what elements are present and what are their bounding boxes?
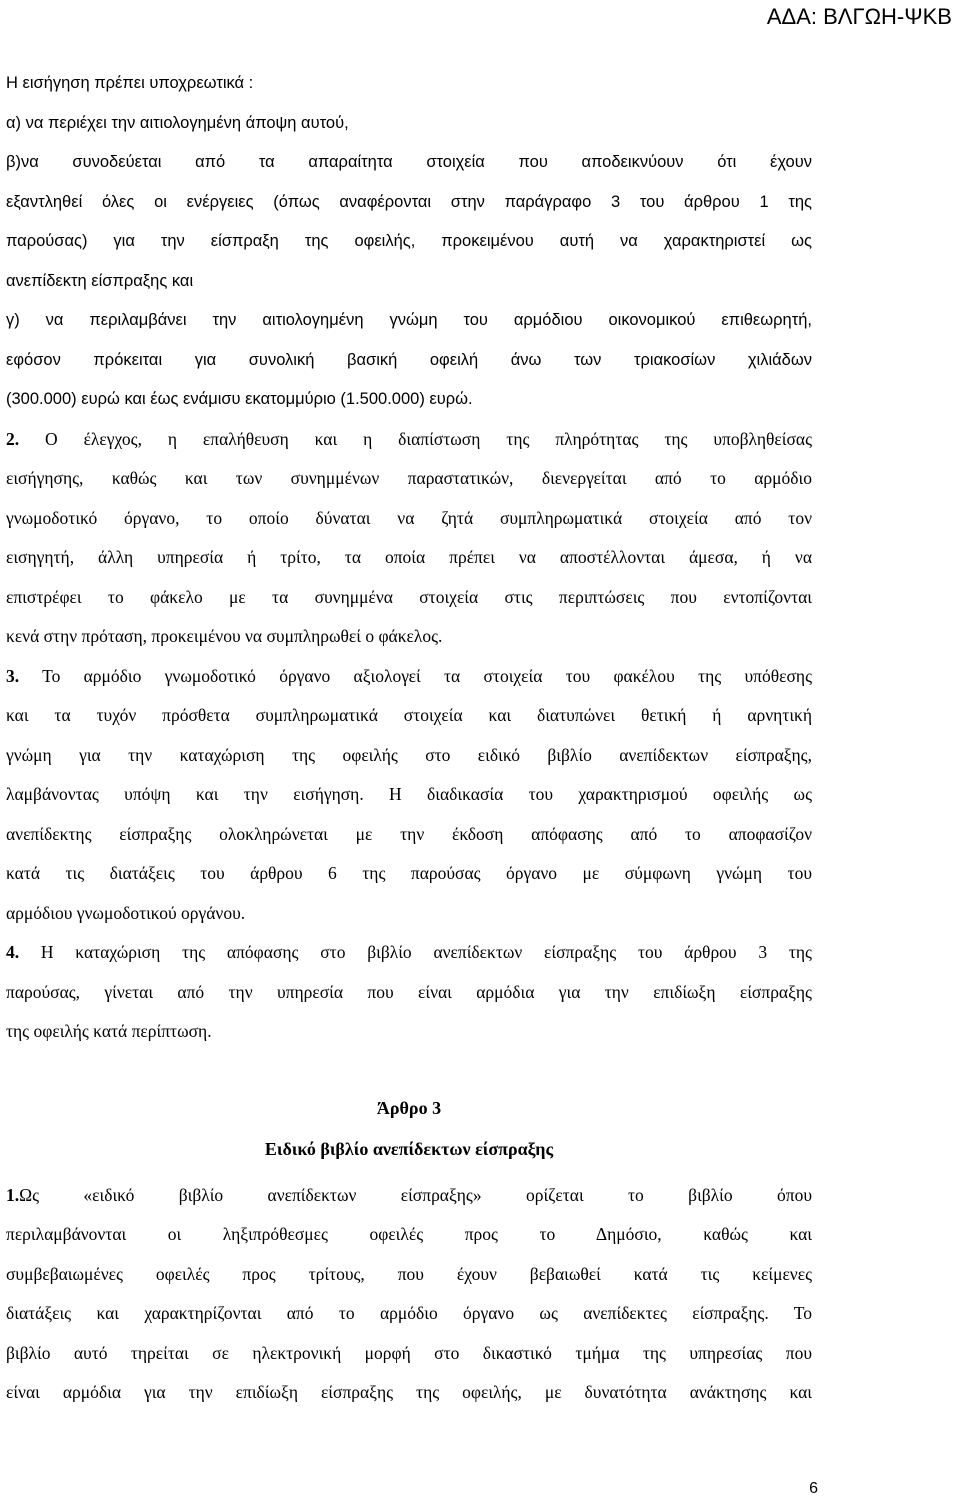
paragraph-line xyxy=(6,657,812,697)
paragraph-number: 2. xyxy=(6,428,20,449)
paragraph-line: παρούσας, γίνεται από την υπηρεσία που είναι αρμόδια για την επιδίωξη είσπραξης xyxy=(6,981,812,1002)
paragraph-line: κατά τις διατάξεις του άρθρου 6 της παρούσας όργανο με σύμφωνη γνώμη του xyxy=(6,863,812,883)
paragraph-line: γνώμη για την καταχώριση της οφειλής στο ειδικό βιβλίο ανεπίδεκτων είσπραξης, xyxy=(6,744,812,765)
ada-code: ΑΔΑ: ΒΛΓΩΗ-ΨΚΒ xyxy=(766,4,952,29)
intro-line: (300.000) ευρώ και έως ενάμισυ εκατομμύριο (1.500.000) ευρώ. xyxy=(6,390,473,408)
paragraph-number: 1. xyxy=(6,1184,20,1205)
paragraph-line: επιστρέφει το φάκελο με τα συνημμένα στοιχεία στις περιπτώσεις που εντοπίζονται xyxy=(6,586,812,607)
paragraph-number: 3. xyxy=(6,665,20,686)
paragraph-line: εισηγητή, άλλη υπηρεσία ή τρίτο, τα οποία πρέπει να αποστέλλονται άμεσα, ή να xyxy=(6,547,812,567)
paragraph-line: γνωμοδοτικό όργανο, το οποίο δύναται να ζητά συμπληρωματικά στοιχεία από τον xyxy=(6,507,812,528)
paragraph-line: είναι αρμόδια για την επιδίωξη είσπραξης της οφειλής, με δυνατότητα ανάκτησης και xyxy=(6,1382,812,1402)
paragraph-4 xyxy=(6,933,812,1052)
paragraph-line: αρμόδιου γνωμοδοτικού οργάνου. xyxy=(6,902,246,923)
intro-line: γ) να περιλαμβάνει την αιτιολογημένη γνώμη του αρμόδιου οικονομικού επιθεωρητή, xyxy=(6,311,812,329)
section-spacer xyxy=(6,1052,812,1088)
paragraph-line: περιλαμβάνονται οι ληξιπρόθεσμες οφειλές προς το Δημόσιο, καθώς και xyxy=(6,1224,812,1244)
paragraph-line: της οφειλής κατά περίπτωση. xyxy=(6,1021,212,1041)
intro-line: ανεπίδεκτη είσπραξης και xyxy=(6,271,194,290)
paragraph-line: εισήγησης, καθώς και των συνημμένων παραστατικών, διενεργείται από το αρμόδιο xyxy=(6,468,812,488)
intro-line: παρούσας) για την είσπραξη της οφειλής, προκειμένου αυτή να χαρακτηριστεί ως xyxy=(6,232,812,250)
page-number: 6 xyxy=(809,1480,818,1497)
paragraph-2 xyxy=(6,420,812,657)
intro-line: β)να συνοδεύεται από τα απαραίτητα στοιχεία που αποδεικνύουν ότι έχουν xyxy=(6,153,812,171)
paragraph-line xyxy=(6,933,812,973)
paragraph-line: διατάξεις και χαρακτηρίζονται από το αρμόδιο όργανο ως ανεπίδεκτες είσπραξης. Το xyxy=(6,1303,812,1323)
intro-line: εξαντληθεί όλες οι ενέργειες (όπως αναφέρονται στην παράγραφο 3 του άρθρου 1 της xyxy=(6,192,812,211)
paragraph-line: λαμβάνοντας υπόψη και την εισήγηση. Η διαδικασία του χαρακτηρισμού οφειλής ως xyxy=(6,784,812,804)
paragraph-text: Ως «ειδικό βιβλίο ανεπίδεκτων είσπραξης» ορίζεται το βιβλίο όπου xyxy=(19,1184,812,1205)
paragraph-line: συμβεβαιωμένες οφειλές προς τρίτους, που έχουν βεβαιωθεί κατά τις κείμενες xyxy=(6,1263,812,1284)
paragraph-line: κενά στην πρόταση, προκειμένου να συμπληρωθεί ο φάκελος. xyxy=(6,626,443,646)
paragraph-line: ανεπίδεκτης είσπραξης ολοκληρώνεται με την έκδοση απόφασης από το αποφασίζον xyxy=(6,823,812,844)
paragraph-text: Η καταχώριση της απόφασης στο βιβλίο ανεπίδεκτων είσπραξης του άρθρου 3 της xyxy=(19,942,812,962)
intro-line: Η εισήγηση πρέπει υποχρεωτικά : xyxy=(6,74,254,92)
paragraph-line xyxy=(6,1176,812,1216)
paragraph-text: Το αρμόδιο γνωμοδοτικό όργανο αξιολογεί τα στοιχεία του φακέλου της υπόθεσης xyxy=(19,665,812,686)
paragraph-line: και τα τυχόν πρόσθετα συμπληρωματικά στοιχεία και διατυπώνει θετική ή αρνητική xyxy=(6,705,812,725)
paragraph-line: βιβλίο αυτό τηρείται σε ηλεκτρονική μορφή στο δικαστικό τμήμα της υπηρεσίας που xyxy=(6,1342,812,1363)
intro-line: α) να περιέχει την αιτιολογημένη άποψη αυτού, xyxy=(6,113,349,132)
article-paragraph-1 xyxy=(6,1176,812,1413)
paragraph-number: 4. xyxy=(6,942,20,962)
intro-line: εφόσον πρόκειται για συνολική βασική οφειλή άνω των τριακοσίων χιλιάδων xyxy=(6,350,812,369)
article-subtitle: Ειδικό βιβλίο ανεπίδεκτων είσπραξης xyxy=(264,1138,554,1159)
paragraph-3 xyxy=(6,657,812,934)
article-title: Άρθρο 3 xyxy=(376,1097,442,1118)
paragraph-line xyxy=(6,420,812,460)
paragraph-text: Ο έλεγχος, η επαλήθευση και η διαπίστωση της πληρότητας της υποβληθείσας xyxy=(19,428,812,449)
document-body xyxy=(6,64,812,1413)
intro-section xyxy=(6,64,812,420)
